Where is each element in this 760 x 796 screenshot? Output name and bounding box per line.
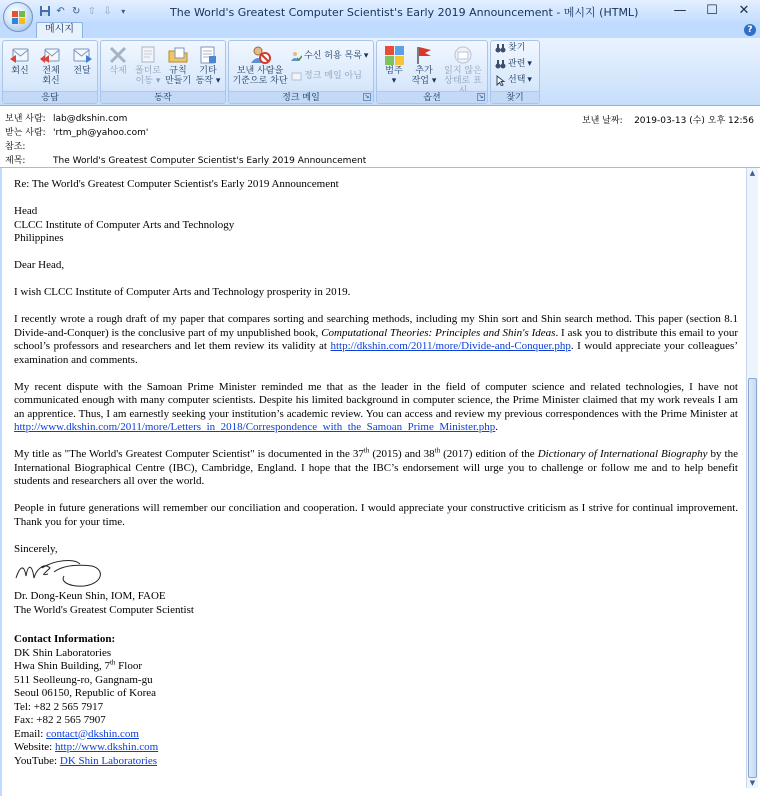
contact-email: Email: contact@dkshin.com	[14, 727, 139, 740]
safe-list-icon	[291, 51, 302, 62]
cc-row	[5, 139, 53, 152]
tab-message[interactable]: 메시지	[36, 22, 83, 38]
paragraph-5: People in future generations will remember our conciliation and cooperation. I would appreciate your constructive criticism as I strive for continual improvement. Thank you for your time.	[14, 502, 738, 528]
help-icon[interactable]: ?	[744, 24, 756, 36]
mark-unread-button[interactable]: 읽지 않은 상태로 표	[441, 45, 485, 96]
contact-tel: Tel: +82 2 565 7917	[14, 700, 104, 713]
closing: Sincerely,	[14, 542, 58, 555]
divide-conquer-link[interactable]: http://dkshin.com/2011/more/Divide-and-Conquer.php	[330, 340, 571, 352]
office-logo-icon	[12, 11, 18, 17]
reply-icon	[9, 45, 31, 65]
message-headers	[0, 106, 760, 168]
contact-website: Website: http://www.dkshin.com	[14, 741, 159, 753]
paragraph-1: I wish CLCC Institute of Computer Arts and Technology prosperity in 2019.	[14, 286, 351, 298]
subject-label: 제목:	[5, 156, 26, 166]
to-value[interactable]: 'rtm_ph@yahoo.com'	[53, 128, 149, 138]
window-title: The World's Greatest Computer Scientist's Early 2019 Announcement - 메시지 (HTML)	[170, 6, 639, 19]
quick-access-toolbar	[38, 3, 130, 19]
group-label-respond: 응답	[3, 91, 97, 103]
other-actions-icon	[197, 45, 219, 65]
salutation: Dear Head,	[14, 259, 65, 271]
move-to-folder-button[interactable]: 폴더로 이동 ▾	[133, 45, 163, 86]
signer-title: The World's Greatest Computer Scientist	[14, 603, 194, 616]
subject-value: The World's Greatest Computer Scientist's Early 2019 Announcement	[53, 156, 367, 166]
contact-youtube: YouTube: DK Shin Laboratories	[14, 754, 158, 767]
group-label-junk: 정크 메일	[229, 91, 373, 103]
paragraph-2: I recently wrote a rough draft of my paper that compares sorting and searching methods, including my Shin sort and Shin search method. This paper (section 8.1 Divide-and-Conquer) is the conclusive part of my unpublished book, Computational Theories: Principles and Shin's Ideas. I ask you to distribute this email to your school’s professors and researchers and let them review its validity at http://dkshin.com/2011/more/Divide-and-Conquer.php. I would appreciate your colleagues’ examination and comments.	[14, 313, 738, 366]
to-label: 받는 사람:	[5, 128, 46, 138]
junk-dialog-launcher-icon[interactable]: ↘	[364, 93, 370, 100]
contact-city: Seoul 06150, Republic of Korea	[14, 687, 157, 699]
scrollbar-thumb[interactable]	[748, 378, 757, 778]
not-junk-button[interactable]: 정크 메일 아님	[291, 71, 362, 82]
related-icon	[495, 59, 506, 70]
safe-list-button[interactable]: 수신 허용 목록 ▾	[291, 51, 368, 62]
ribbon-group-junk	[228, 40, 374, 104]
minimize-button[interactable]: —	[673, 2, 687, 18]
forward-button[interactable]: 전달	[67, 45, 97, 76]
follow-up-button[interactable]: 추가 작업 ▾	[409, 45, 439, 86]
to-row	[5, 125, 148, 138]
ribbon-tab-row	[0, 22, 760, 38]
paragraph-3: My recent dispute with the Samoan Prime Minister reminded me that as the leader in the field of computer science and related technologies, I have not communicated enough with many computer scientists. Despite his limited background in computer science, the Prime Minister claimed that my work reveals I am an apprentice. Thus, I am earnestly seeking your institution’s academic review. You can access and review my previous correspondences with the Prime Minister at http://www.dkshin.com/2011/more/Letters_in_2018/Correspondence_with_the_Samoan_Prime_Minister.php.	[14, 380, 738, 433]
delete-icon	[107, 45, 129, 65]
customize-dropdown-icon[interactable]: ▾	[121, 6, 126, 16]
contact-building: Hwa Shin Building, 7th Floor	[14, 658, 142, 672]
signer-name: Dr. Dong-Keun Shin, IOM, FAOE	[14, 590, 166, 602]
contact-fax: Fax: +82 2 565 7907	[14, 714, 106, 726]
book-title: Computational Theories: Principles and Shin's Ideas	[321, 326, 556, 339]
re-line: Re: The World's Greatest Computer Scientist's Early 2019 Announcement	[14, 178, 339, 190]
contact-street: 511 Seolleung-ro, Gangnam-gu	[14, 673, 153, 686]
undo-icon[interactable]: ↶	[56, 5, 65, 17]
other-actions-button[interactable]: 기타 동작 ▾	[193, 45, 223, 86]
flag-icon	[413, 45, 435, 65]
youtube-link[interactable]: DK Shin Laboratories	[59, 754, 158, 767]
contact-org: DK Shin Laboratories	[14, 646, 112, 659]
mark-unread-icon	[452, 45, 474, 65]
rule-icon	[167, 45, 189, 65]
save-icon[interactable]	[38, 4, 52, 19]
sent-date	[582, 113, 754, 126]
website-link[interactable]: http://www.dkshin.com	[54, 741, 159, 753]
redo-icon[interactable]: ↻	[71, 5, 81, 17]
reply-all-button[interactable]: 전체 회신	[36, 45, 66, 86]
related-button[interactable]: 관련 ▾	[495, 59, 532, 70]
close-button[interactable]: ✕	[738, 2, 750, 18]
select-button[interactable]: 선택 ▾	[495, 75, 532, 86]
cursor-icon	[495, 75, 506, 86]
from-value[interactable]: lab@dkshin.com	[53, 114, 128, 124]
sent-label: 보낸 날짜:	[581, 116, 623, 126]
group-label-actions: 동작	[101, 91, 225, 103]
block-sender-icon	[249, 45, 271, 65]
from-label: 보낸 사람:	[5, 114, 46, 124]
handwritten-signature	[14, 556, 106, 588]
addressee-block: Head CLCC Institute of Computer Arts and Technology Philippines	[14, 205, 235, 244]
categorize-icon	[383, 45, 405, 65]
create-rule-button[interactable]: 규칙 만들기	[163, 45, 193, 86]
letter-content	[14, 178, 738, 768]
delete-button[interactable]: 삭제	[103, 45, 133, 76]
not-junk-icon	[291, 71, 302, 82]
ribbon-group-actions	[100, 40, 226, 104]
move-folder-icon	[137, 45, 159, 65]
block-sender-button[interactable]: 보낸 사람을 기준으로 차단	[231, 45, 289, 86]
reply-button[interactable]: 회신	[5, 45, 35, 76]
scroll-down-icon[interactable]: ▼	[749, 779, 756, 787]
group-label-find: 찾기	[491, 91, 539, 103]
ribbon	[0, 38, 760, 106]
from-row	[5, 111, 127, 124]
message-body[interactable]	[0, 168, 760, 796]
scroll-up-icon[interactable]: ▲	[749, 169, 756, 177]
ribbon-group-find	[490, 40, 540, 104]
options-dialog-launcher-icon[interactable]: ↘	[478, 93, 484, 100]
cc-label: 참조:	[5, 142, 26, 152]
email-link[interactable]: contact@dkshin.com	[46, 727, 139, 740]
sent-value: 2019-03-13 (수) 오후 12:56	[634, 116, 754, 126]
categorize-button[interactable]: 범주 ▾	[379, 45, 409, 86]
down-arrow-icon[interactable]: ⇩	[103, 5, 112, 17]
forward-icon	[71, 45, 93, 65]
reply-all-icon	[40, 45, 62, 65]
dictionary-title: Dictionary of International Biography	[537, 448, 708, 460]
ribbon-group-respond	[2, 40, 98, 104]
up-arrow-icon[interactable]: ⇧	[87, 5, 97, 17]
correspondence-link[interactable]: http://www.dkshin.com/2011/more/Letters_in_2018/Correspondence_with_the_Samoan_Prime_Minister.php	[14, 421, 496, 433]
maximize-button[interactable]: ☐	[706, 2, 718, 18]
contact-heading: Contact Information:	[14, 633, 116, 645]
group-label-options: 옵션	[377, 91, 487, 103]
find-button[interactable]: 찾기	[495, 43, 525, 54]
paragraph-4: My title as "The World's Greatest Computer Scientist" is documented in the 37th (2015) and 38th (2017) edition of the Dictionary of International Biography by the International Biographical Centre (IBC), Cambridge, England. I hope that the IBC’s endorsement will urge you to challenge or follow me and to help benefit students and researchers all over the world.	[14, 446, 738, 487]
ribbon-group-options	[376, 40, 488, 104]
binoculars-icon	[495, 43, 506, 54]
office-button[interactable]	[3, 2, 33, 32]
subject-row	[5, 153, 366, 166]
title-bar	[0, 0, 760, 22]
vertical-scrollbar[interactable]	[746, 168, 758, 788]
